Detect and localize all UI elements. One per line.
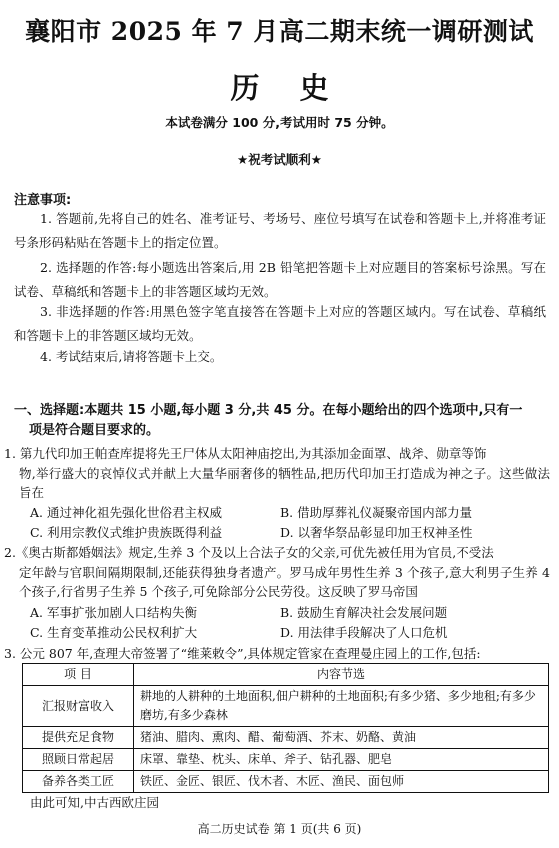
- section-heading-line2: 项是符合题目要求的。: [29, 423, 160, 438]
- option-a[interactable]: A. 军事扩张加剧人口结构失衡: [30, 605, 197, 620]
- table-header-content: 内容节选: [134, 664, 549, 686]
- table-row: [23, 727, 549, 749]
- question-1-stem-rest: 物,举行盛大的哀悼仪式并献上大量华丽奢侈的牺牲品,把历代印加王打造成为神之子。这些做法旨在: [19, 465, 550, 500]
- notice-title: 注意事项:: [14, 193, 72, 208]
- subject-title: 历史: [230, 71, 369, 105]
- option-a[interactable]: A. 通过神化祖先强化世俗君主权威: [30, 505, 222, 520]
- table-header-item: 项 目: [23, 664, 134, 686]
- table-row: [23, 686, 549, 727]
- table-header-row: [23, 664, 549, 686]
- manor-duties-table: [22, 663, 549, 793]
- table-cell-content: 床罩、靠垫、枕头、床单、斧子、钻孔器、肥皂: [134, 749, 549, 771]
- exam-info: 本试卷满分 100 分,考试用时 75 分钟。: [165, 115, 394, 130]
- question-3-stem: 3. 公元 807 年,查理大帝签署了“维莱敕令”,具体规定管家在查理曼庄园上的工作,包括:: [4, 646, 481, 661]
- question-1-stem-first: 1. 第九代印加王帕查库提将先王尸体从太阳神庙挖出,为其添加金面罩、战斧、勋章等饰: [4, 446, 487, 461]
- question-2-stem-first: 2.《奥古斯都婚姻法》规定,生养 3 个及以上合法子女的父亲,可优先被任用为官员,不受法: [4, 545, 494, 560]
- page-footer: 高二历史试卷 第 1 页(共 6 页): [197, 822, 362, 836]
- table-cell-item: 照顾日常起居: [23, 749, 134, 771]
- table-cell-item: 汇报财富收入: [23, 686, 134, 727]
- question-1-options: [30, 503, 550, 542]
- option-b[interactable]: B. 借助厚葬礼仪凝聚帝国内部力量: [280, 505, 473, 520]
- notice-item: 1. 答题前,先将自己的姓名、准考证号、考场号、座位号填写在试卷和答题卡上,并将准考证号条形码粘贴在答题卡上的指定位置。: [14, 211, 546, 250]
- question-2-options: [30, 603, 550, 642]
- option-b[interactable]: B. 鼓励生育解决社会发展问题: [280, 605, 448, 620]
- notice-item: 2. 选择题的作答:每小题选出答案后,用 2B 铅笔把答题卡上对应题目的答案标号涂黑。写在试卷、草稿纸和答题卡上的非答题区域均无效。: [14, 260, 546, 299]
- option-c[interactable]: C. 利用宗教仪式维护贵族既得利益: [30, 524, 223, 540]
- table-cell-content: 猪油、腊肉、熏肉、醋、葡萄酒、芥末、奶酪、黄油: [134, 727, 549, 749]
- section-heading-line1: 一、选择题:本题共 15 小题,每小题 3 分,共 45 分。在每小题给出的四个选项中,只有一: [14, 403, 523, 418]
- table-cell-content: 铁匠、金匠、银匠、伐木者、木匠、渔民、面包师: [134, 771, 549, 793]
- table-cell-item: 备养各类工匠: [23, 771, 134, 793]
- option-c[interactable]: C. 生育变革推动公民权利扩大: [30, 624, 198, 640]
- question-1-stem: [4, 444, 550, 503]
- notice-item: 4. 考试结束后,请将答题卡上交。: [40, 349, 223, 364]
- table-cell-content: 耕地的人耕种的土地面积,佃户耕种的土地面积;有多少猪、多少地租;有多少磨坊,有多少森林: [134, 686, 549, 727]
- notice-item: 3. 非选择题的作答:用黑色签字笔直接答在答题卡上对应的答题区域内。写在试卷、草稿纸和答题卡上的非答题区域均无效。: [14, 304, 546, 343]
- exam-title: 襄阳市 2025 年 7 月高二期末统一调研测试: [25, 17, 534, 46]
- question-2-stem: [4, 543, 550, 602]
- table-row: [23, 749, 549, 771]
- table-cell-item: 提供充足食物: [23, 727, 134, 749]
- table-row: [23, 771, 549, 793]
- option-d[interactable]: D. 用法律手段解决了人口危机: [280, 624, 448, 640]
- question-2-stem-rest: 定年龄与官职间隔期限制,还能获得独身者遗产。罗马成年男性生养 3 个孩子,意大利男子生养 4 个孩子,行省男子生养 5 个孩子,可免除部分公民劳役。这反映了罗马帝国: [19, 564, 550, 599]
- question-3-conclusion: 由此可知,中古西欧庄园: [30, 795, 159, 810]
- option-d[interactable]: D. 以奢华祭品彰显印加王权神圣性: [280, 524, 473, 540]
- section-heading: [14, 401, 546, 441]
- blessing-text: ★祝考试顺利★: [237, 152, 322, 167]
